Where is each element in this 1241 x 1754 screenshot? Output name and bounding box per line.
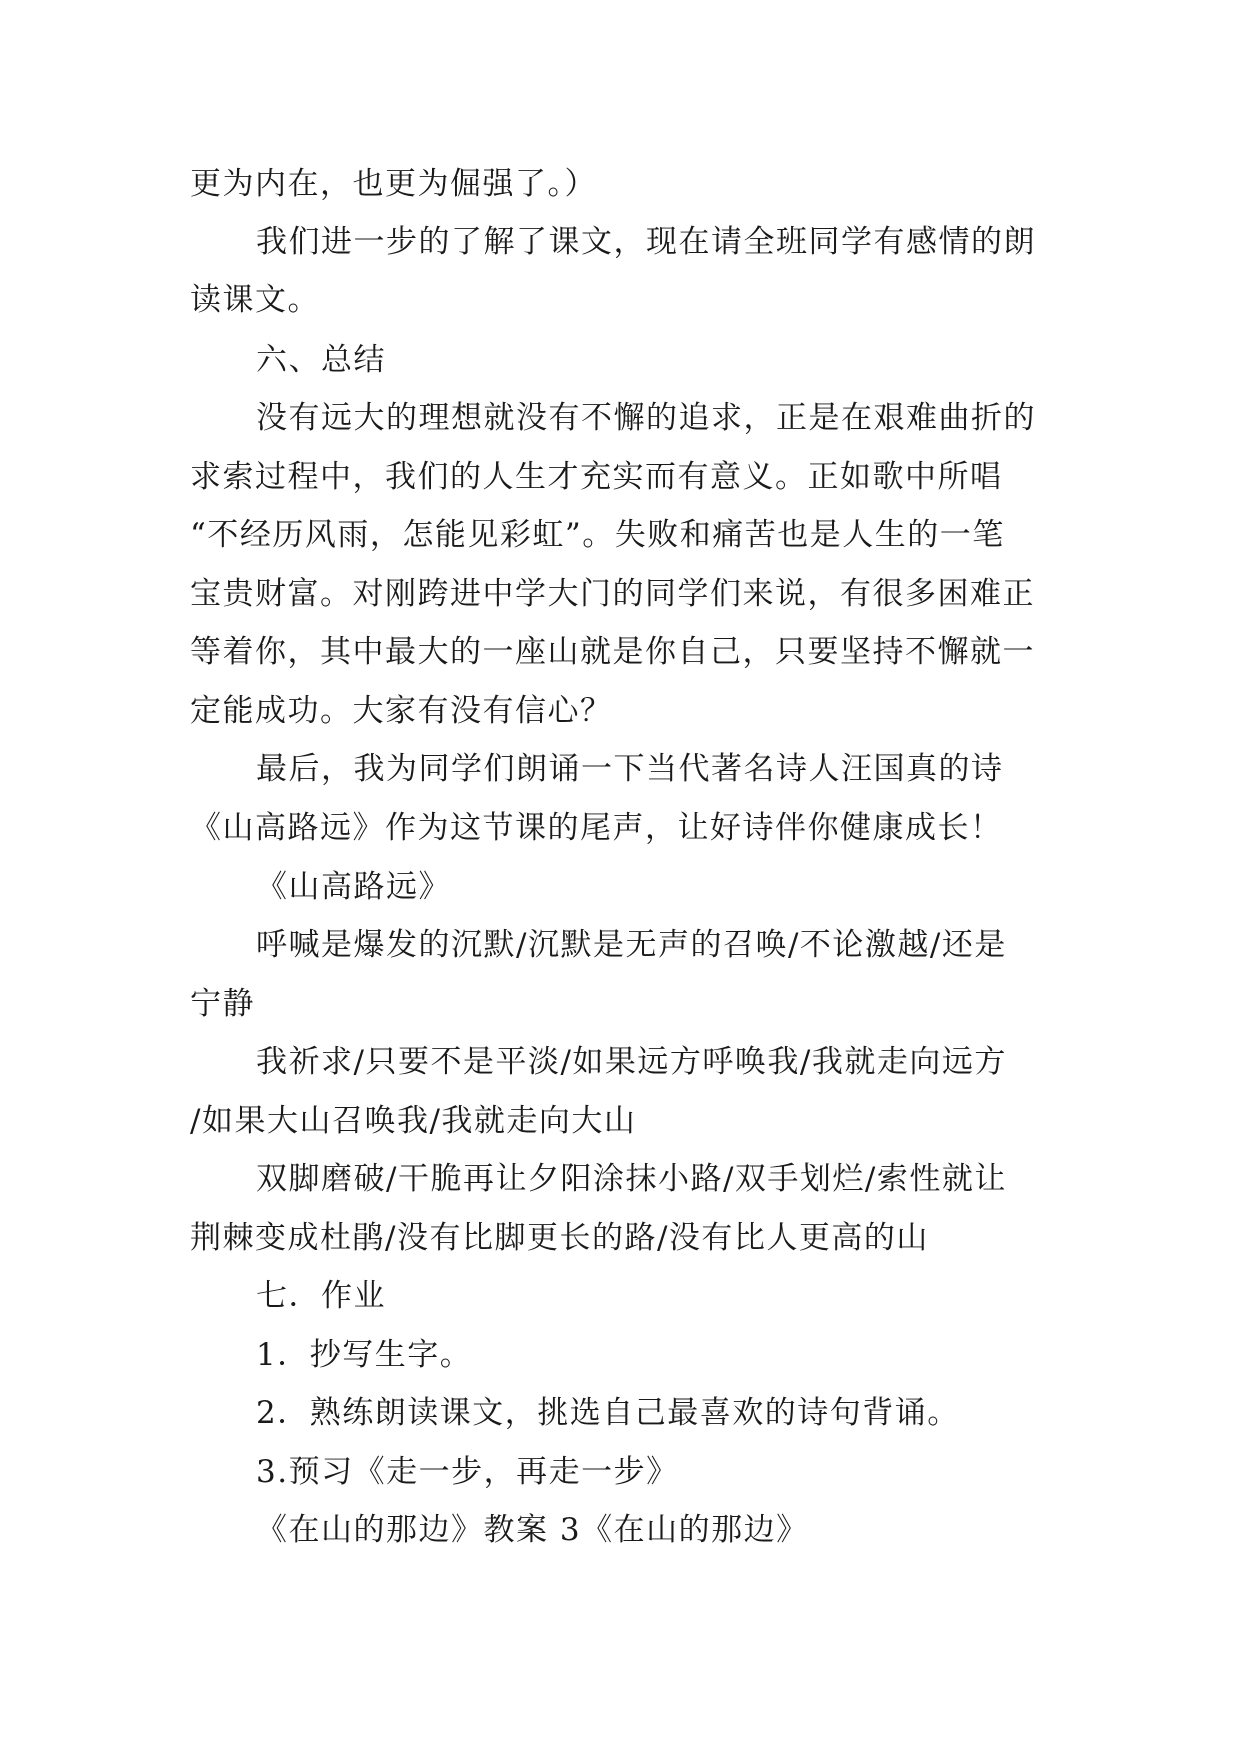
homework-item: 1．抄写生字。 <box>256 1337 473 1373</box>
poem-title: 《山高路远》 <box>256 869 451 905</box>
text-line: 定能成功。大家有没有信心？ <box>190 693 613 729</box>
poem-line: 双脚磨破/干脆再让夕阳涂抹小路/双手划烂/索性就让 <box>256 1161 1007 1197</box>
text-line: “不经历风雨，怎能见彩虹”。失败和痛苦也是人生的一笔 <box>190 517 1005 553</box>
text-line: 最后，我为同学们朗诵一下当代著名诗人汪国真的诗 <box>256 751 1004 787</box>
poem-line: 呼喊是爆发的沉默/沉默是无声的召唤/不论激越/还是 <box>256 927 1007 963</box>
homework-item: 3.预习《走一步，再走一步》 <box>256 1454 679 1490</box>
poem-line: 宁静 <box>190 986 255 1022</box>
poem-line: 荆棘变成杜鹃/没有比脚更长的路/没有比人更高的山 <box>190 1220 929 1256</box>
section-heading: 七．作业 <box>256 1278 386 1314</box>
text-line: 求索过程中，我们的人生才充实而有意义。正如歌中所唱 <box>190 459 1003 495</box>
section-heading: 六、总结 <box>256 342 386 378</box>
text-line: 等着你，其中最大的一座山就是你自己，只要坚持不懈就一 <box>190 634 1035 670</box>
text-line: 没有远大的理想就没有不懈的追求，正是在艰难曲折的 <box>256 400 1036 436</box>
text-line: 《山高路远》作为这节课的尾声，让好诗伴你健康成长！ <box>190 810 1003 846</box>
poem-line: 我祈求/只要不是平淡/如果远方呼唤我/我就走向远方 <box>256 1044 1007 1080</box>
text-line: 我们进一步的了解了课文，现在请全班同学有感情的朗 <box>256 224 1036 260</box>
text-line: 宝贵财富。对刚跨进中学大门的同学们来说，有很多困难正 <box>190 576 1035 612</box>
homework-item: 2．熟练朗读课文，挑选自己最喜欢的诗句背诵。 <box>256 1395 960 1431</box>
poem-line: /如果大山召唤我/我就走向大山 <box>190 1103 637 1139</box>
text-line: 《在山的那边》教案 3《在山的那边》 <box>256 1512 809 1548</box>
text-line: 更为内在，也更为倔强了。） <box>190 166 597 202</box>
text-line: 读课文。 <box>190 282 320 318</box>
